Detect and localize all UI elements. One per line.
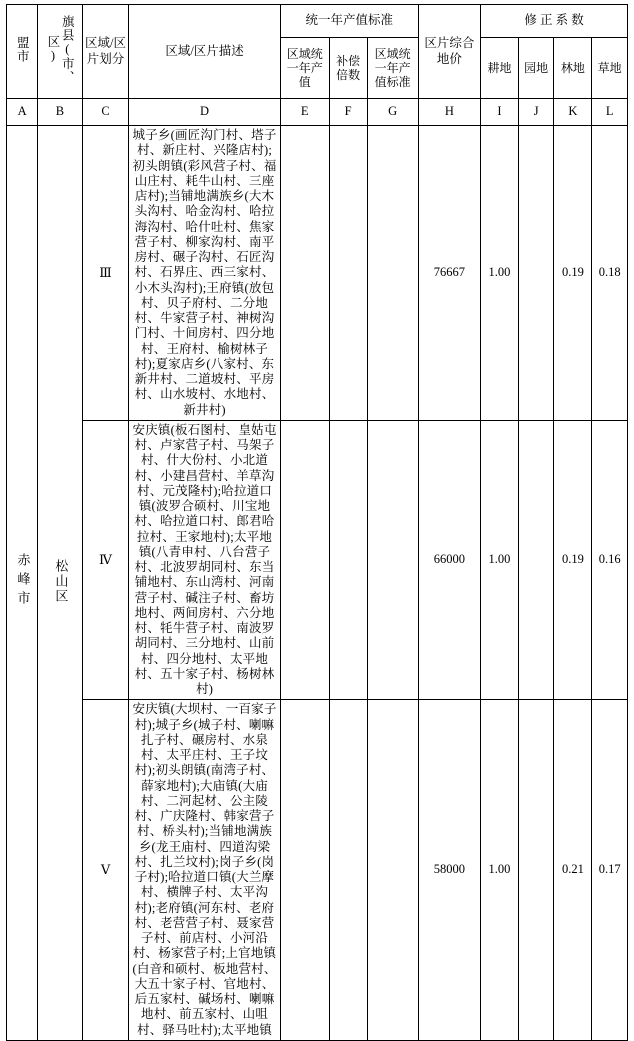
table-row [7,420,628,700]
cell-forest: 0.19 [554,420,592,700]
header-unified-standard: 区域统一年产值标准 [367,38,418,99]
column-letter-d: D [129,99,280,126]
cell-comprehensive-price: 66000 [418,420,480,700]
header-city: 盟市 [7,5,38,99]
header-forest: 林地 [554,38,592,99]
cell-garden [518,126,554,421]
column-letter-a: A [7,99,38,126]
column-letter-j: J [518,99,554,126]
cell-unified-value [280,700,329,1041]
column-letter-k: K [554,99,592,126]
cell-zone: Ⅳ [82,420,129,700]
cell-unified-standard [367,700,418,1041]
header-garden: 园地 [518,38,554,99]
column-letter-l: L [592,99,628,126]
header-group-value-standard: 统一年产值标准 [280,5,418,38]
table-row [7,126,628,421]
cell-multiplier [329,126,367,421]
cell-garden [518,420,554,700]
header-zone-description: 区域/区片描述 [129,5,280,99]
cell-zone: Ⅴ [82,700,129,1041]
land-price-table [6,4,628,1041]
header-multiplier: 补偿倍数 [329,38,367,99]
header-row-top [7,5,628,38]
cell-garden [518,700,554,1041]
cell-unified-value [280,126,329,421]
cell-description: 城子乡(画匠沟门村、塔子村、新庄村、兴隆店村);初头朗镇(彩风营子村、福山庄村、耗牛山村、三座店村);当铺地满族乡(大木头沟村、哈金沟村、哈拉海沟村、哈什吐村、焦家营子村、柳家沟村、南平房村、碾子沟村、石匠沟村、石界庄、西三家村、小木头沟村);王府镇(放包村、贝子府村、二分地村、牛家营子村、神树沟门村、十间房村、四分地村、王府村、榆树林子村);夏家店乡(八家村、东新井村、二道坡村、平房村、山水坡村、水地村、新井村) [129,126,280,421]
column-letter-b: B [38,99,83,126]
cell-farmland: 1.00 [481,700,519,1041]
cell-grass: 0.17 [592,700,628,1041]
header-group-correction: 修 正 系 数 [481,5,628,38]
header-comprehensive-price: 区片综合地价 [418,5,480,99]
cell-multiplier [329,420,367,700]
cell-comprehensive-price: 76667 [418,126,480,421]
column-letter-i: I [481,99,519,126]
cell-unified-standard [367,420,418,700]
cell-forest: 0.19 [554,126,592,421]
header-row-letters [7,99,628,126]
cell-farmland: 1.00 [481,126,519,421]
cell-grass: 0.16 [592,420,628,700]
cell-zone: Ⅲ [82,126,129,421]
cell-unified-standard [367,126,418,421]
column-letter-e: E [280,99,329,126]
cell-county: 松山区 [38,126,83,1041]
cell-farmland: 1.00 [481,420,519,700]
header-farmland: 耕地 [481,38,519,99]
cell-description: 安庆镇(板石图村、皇姑屯村、卢家营子村、马架子村、什大份村、小北道村、小建昌营村、羊草沟村、元茂隆村);哈拉道口镇(波罗合硕村、川宝地村、哈拉道口村、郎君哈拉村、王家地村);太平地镇(八青申村、八台营子村、北波罗胡同村、东当铺地村、东山湾村、河南营子村、碱注子村、畜坊地村、两间房村、六分地村、牦牛营子村、南波罗胡同村、三分地村、山前村、四分地村、太平地村、五十家子村、杨树林村) [129,420,280,700]
header-unified-value: 区域统一年产值 [280,38,329,99]
header-county: 旗县(市、区) [38,5,83,99]
header-zone-division: 区域/区片划分 [82,5,129,99]
document-page [0,4,634,1037]
cell-unified-value [280,420,329,700]
cell-forest: 0.21 [554,700,592,1041]
cell-comprehensive-price: 58000 [418,700,480,1041]
column-letter-c: C [82,99,129,126]
column-letter-h: H [418,99,480,126]
cell-grass: 0.18 [592,126,628,421]
column-letter-g: G [367,99,418,126]
cell-multiplier [329,700,367,1041]
cell-city: 赤峰市 [7,126,38,1041]
cell-description: 安庆镇(大坝村、一百家子村);城子乡(城子村、喇嘛扎子村、碾房村、水泉村、太平庄村、王子坟村);初头朗镇(南湾子村、薛家地村);大庙镇(大庙村、二河起材、公主陵村、广庆隆村、韩家营子村、桥头村);当铺地满族乡(龙王庙村、四道沟梁村、扎兰坟村);岗子乡(岗子村);哈拉道口镇(大兰摩村、横牌子村、太平沟村);老府镇(河东村、老府村、老营营子村、聂家营子村、前店村、小河沿村、杨家营子村;上官地镇(白音和硕村、板地营村、大五十家子村、官地村、后五家村、碱场村、喇嘛地村、前五家村、山咀村、驿马吐村);太平地镇 [129,700,280,1041]
header-grass: 草地 [592,38,628,99]
table-row [7,700,628,1041]
column-letter-f: F [329,99,367,126]
